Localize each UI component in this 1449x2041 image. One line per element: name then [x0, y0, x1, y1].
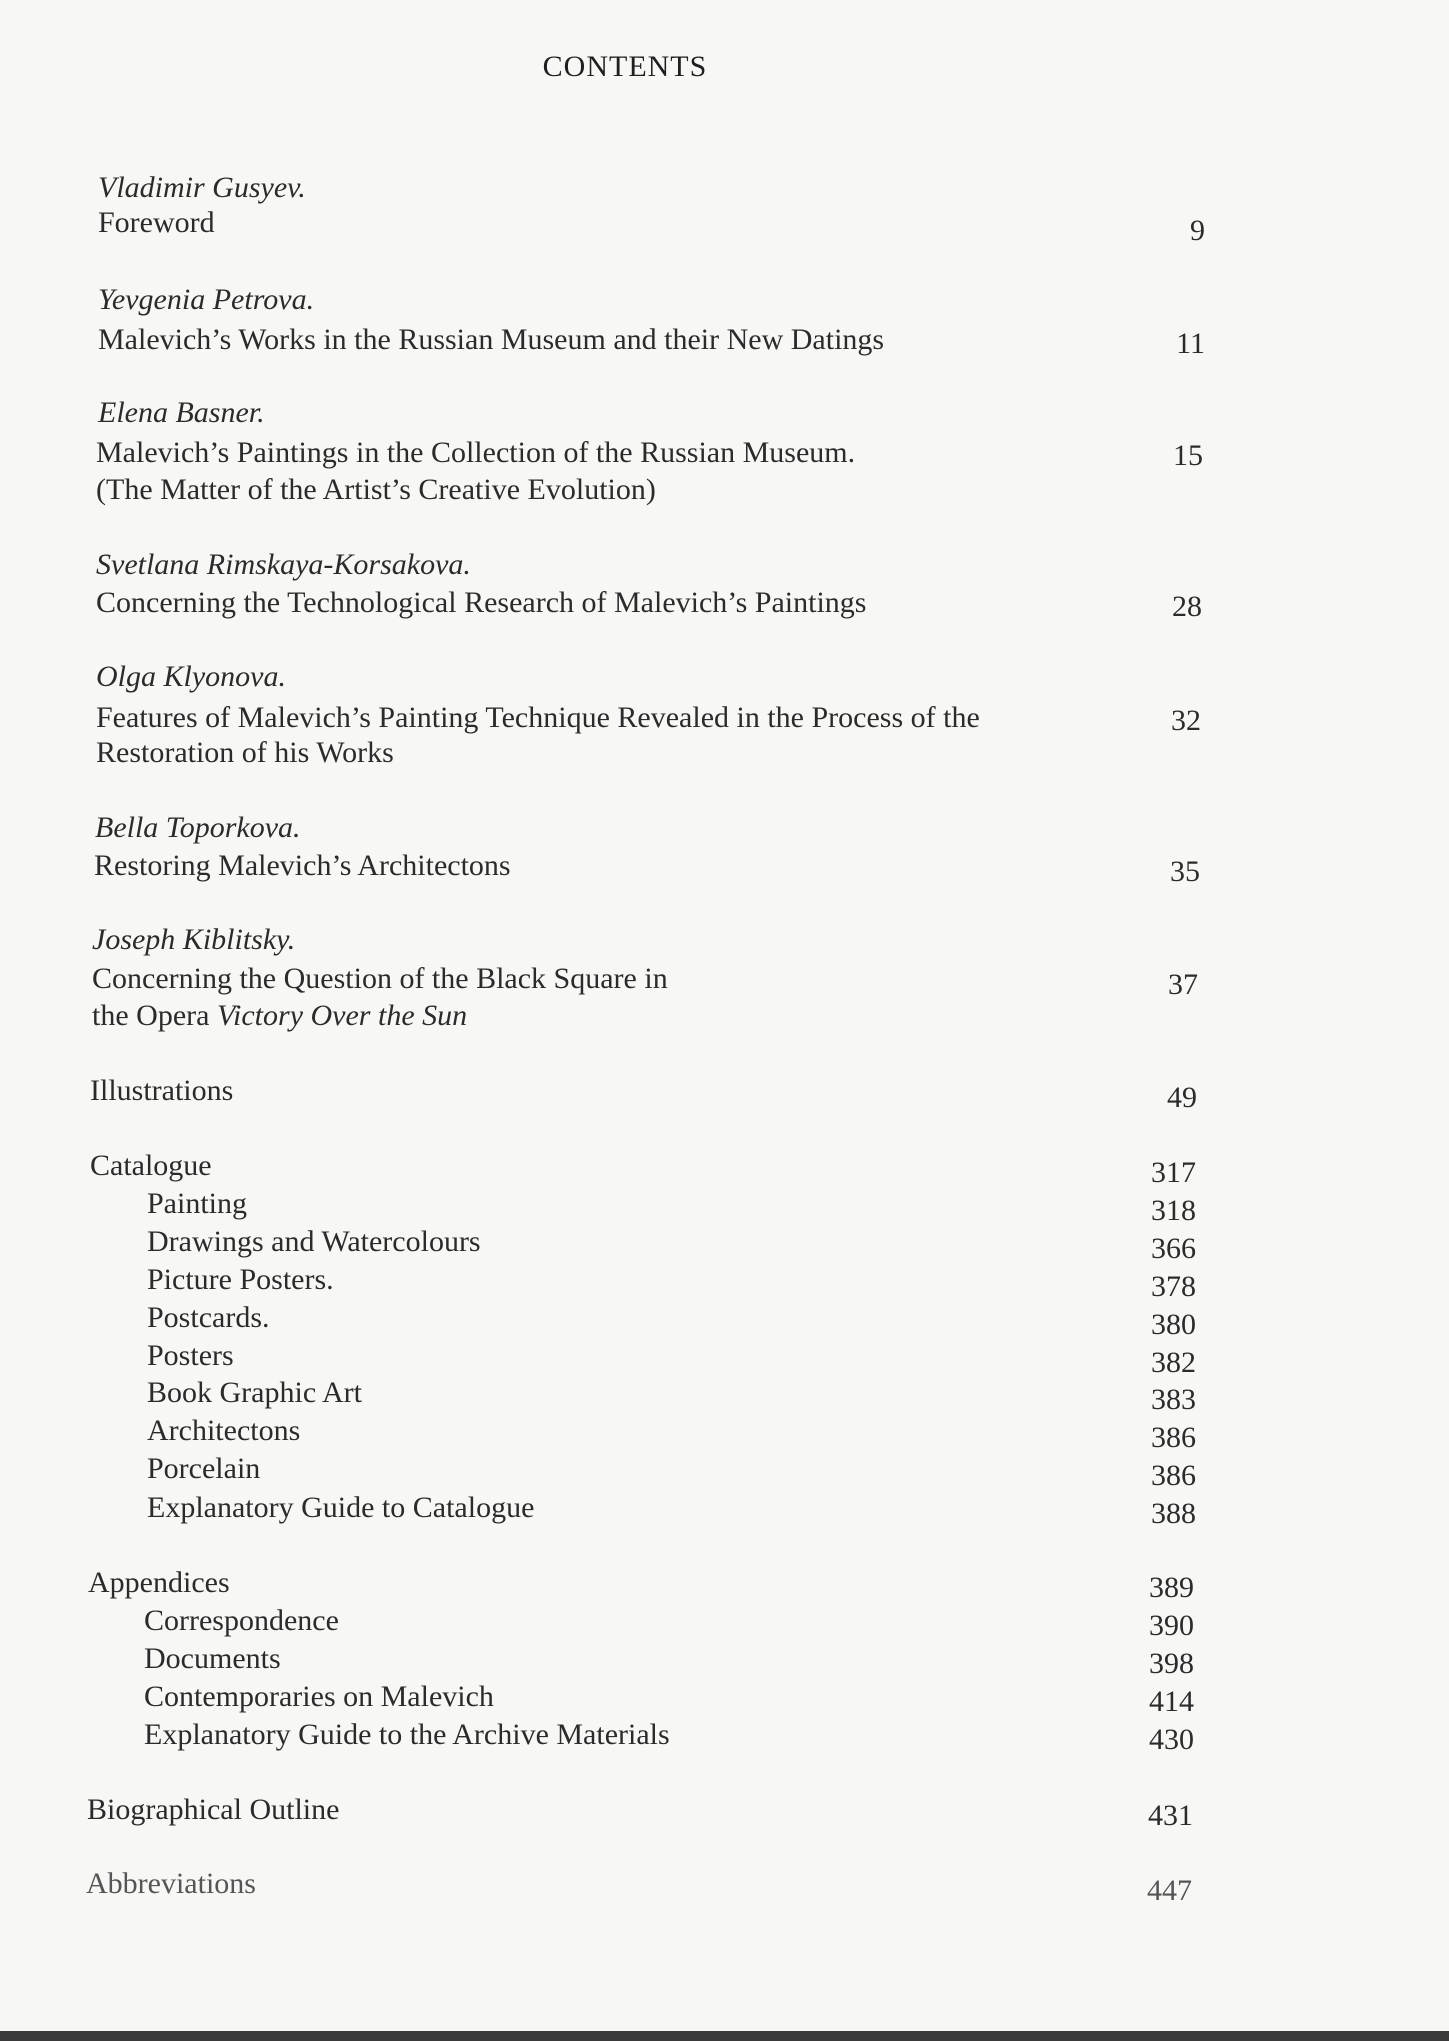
entry-title: Features of Malevich’s Painting Technique Revealed in the Process of the — [96, 701, 980, 734]
page-bottom-edge — [0, 2031, 1449, 2041]
entry-author: Olga Klyonova. — [96, 660, 286, 693]
appendices-label: Appendices — [88, 1566, 230, 1599]
catalogue-item-page: 380 — [1151, 1308, 1196, 1341]
entry-page-number: 28 — [1172, 590, 1202, 623]
entry-page-number: 9 — [1190, 214, 1205, 247]
entry-title: Malevich’s Works in the Russian Museum and their New Datings — [98, 323, 885, 356]
entry-author: Joseph Kiblitsky. — [92, 923, 296, 956]
entry-title-plain: the Opera — [92, 999, 217, 1032]
appendix-item-page: 390 — [1149, 1609, 1194, 1642]
catalogue-item-page: 382 — [1151, 1346, 1196, 1379]
entry-title: Concerning the Technological Research of Malevich’s Paintings — [96, 586, 867, 619]
appendices-page-number: 389 — [1149, 1571, 1194, 1604]
catalogue-item-page: 318 — [1151, 1194, 1196, 1227]
page-title: CONTENTS — [542, 50, 708, 83]
entry-title: Restoration of his Works — [96, 736, 394, 769]
catalogue-item: Explanatory Guide to Catalogue — [147, 1491, 535, 1524]
catalogue-item: Architectons — [147, 1414, 301, 1447]
catalogue-item: Painting — [147, 1187, 248, 1220]
appendix-item-page: 430 — [1149, 1723, 1194, 1756]
entry-author: Elena Basner. — [98, 396, 265, 429]
entry-author: Yevgenia Petrova. — [98, 283, 315, 316]
abbreviations-page-number: 447 — [1147, 1874, 1192, 1907]
catalogue-label: Catalogue — [90, 1149, 212, 1182]
catalogue-item-page: 386 — [1151, 1459, 1196, 1492]
entry-page-number: 15 — [1173, 439, 1203, 472]
appendix-item: Contemporaries on Malevich — [144, 1680, 494, 1713]
appendix-item: Explanatory Guide to the Archive Materials — [144, 1718, 670, 1751]
abbreviations-label: Abbreviations — [86, 1867, 256, 1900]
biographical-outline-label: Biographical Outline — [87, 1793, 340, 1826]
entry-title-italic: Victory Over the Sun — [216, 999, 468, 1032]
catalogue-page-number: 317 — [1151, 1156, 1196, 1189]
catalogue-item-page: 388 — [1151, 1497, 1196, 1530]
entry-page-number: 11 — [1176, 327, 1205, 360]
entry-page-number: 37 — [1168, 968, 1198, 1001]
entry-title: Foreword — [98, 206, 215, 239]
catalogue-item: Drawings and Watercolours — [147, 1225, 481, 1258]
entry-author: Vladimir Gusyev. — [98, 171, 306, 204]
entry-author: Bella Toporkova. — [95, 811, 301, 844]
entry-title: (The Matter of the Artist’s Creative Evolution) — [96, 473, 656, 506]
appendix-item: Correspondence — [144, 1604, 339, 1637]
illustrations-label: Illustrations — [90, 1074, 234, 1107]
entry-author: Svetlana Rimskaya-Korsakova. — [96, 548, 471, 581]
entry-title: Restoring Malevich’s Architectons — [94, 849, 511, 882]
catalogue-item-page: 383 — [1151, 1383, 1196, 1416]
catalogue-item: Picture Posters. — [147, 1263, 334, 1296]
catalogue-item-page: 386 — [1151, 1421, 1196, 1454]
catalogue-item: Book Graphic Art — [147, 1376, 362, 1409]
entry-title: Concerning the Question of the Black Square in — [92, 962, 668, 995]
appendix-item: Documents — [144, 1642, 281, 1675]
appendix-item-page: 414 — [1149, 1685, 1194, 1718]
entry-page-number: 32 — [1171, 704, 1201, 737]
appendix-item-page: 398 — [1149, 1647, 1194, 1680]
entry-page-number: 35 — [1170, 855, 1200, 888]
catalogue-item: Posters — [147, 1339, 234, 1372]
entry-title: Malevich’s Paintings in the Collection of the Russian Museum. — [96, 436, 856, 469]
catalogue-item: Postcards. — [147, 1301, 270, 1334]
biographical-outline-page-number: 431 — [1148, 1799, 1193, 1832]
illustrations-page-number: 49 — [1167, 1081, 1197, 1114]
entry-title — [92, 998, 467, 1034]
catalogue-item-page: 366 — [1151, 1232, 1196, 1265]
catalogue-item: Porcelain — [147, 1452, 261, 1485]
catalogue-item-page: 378 — [1151, 1270, 1196, 1303]
